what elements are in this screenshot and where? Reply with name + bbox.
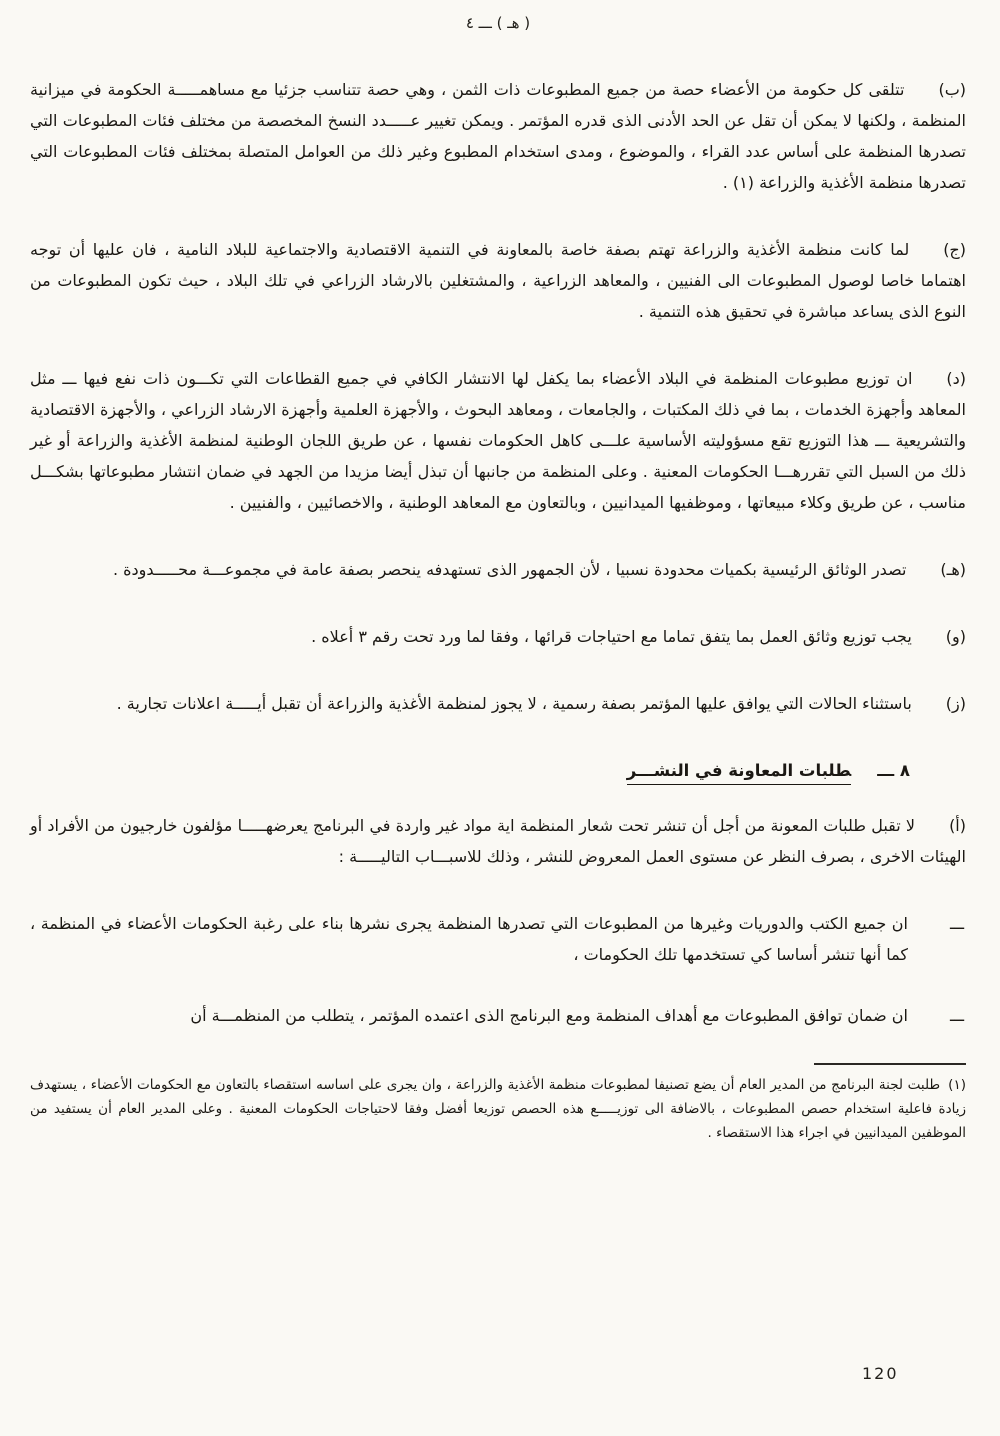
section-title: طلبات المعاونة في النشـــر	[627, 761, 852, 785]
section-heading	[30, 761, 910, 780]
list-item	[30, 1000, 966, 1031]
footnote-separator-rule	[814, 1063, 966, 1065]
paragraph-alif	[30, 810, 966, 872]
paragraph-marker: (و)	[945, 627, 966, 646]
paragraph-h	[30, 554, 966, 585]
paragraph-marker: (د)	[946, 369, 966, 388]
paragraph-text: لما كانت منظمة الأغذية والزراعة تهتم بصفة خاصة بالمعاونة في التنمية الاقتصادية والاجتماعية للبلاد النامية ، فان عليها أن توجه اهتماما خاصا لوصول المطبوعات الى الفنيين ، والمعاهد الزراعية ، والمشتغلين بالارشاد الزراعي في تلك البلاد ، حيث تكون المطبوعات من النوع الذى يساعد مباشرة في تحقيق هذه التنمية .	[30, 240, 966, 321]
list-item-text: ان ضمان توافق المطبوعات مع أهداف المنظمة ومع البرنامج الذى اعتمده المؤتمر ، يتطلب من المنظمـــة أن	[190, 1006, 908, 1025]
page-number: 120	[862, 1364, 899, 1383]
paragraph-marker: (ز)	[945, 694, 966, 713]
paragraph-marker: (هـ)	[940, 560, 966, 579]
paragraph-w	[30, 621, 966, 652]
footnote-body: طلبت لجنة البرنامج من المدير العام أن يضع تصنيفا لمطبوعات منظمة الأغذية والزراعة ، وان يجرى على اساسه استقصاء بالتعاون مع الحكومات الأعضاء ، يستهدف زيادة فاعلية استخدام حصص المطبوعات ، بالاضافة الى توزيـــــع هذه الحصص توزيعا أفضل وفقا لاحتياجات الحكومات المعنية . وعلى المدير العام أن يستفيد من الموظفين الميدانيين في اجراء هذا الاستقصاء .	[30, 1077, 966, 1141]
paragraph-marker: (ب)	[938, 80, 966, 99]
dash-marker: ـــ	[949, 914, 964, 933]
paragraph-text: تتلقى كل حكومة من الأعضاء حصة من جميع المطبوعات ذات الثمن ، وهي حصة تتناسب جزئيا مع مساهمـــــة الحكومة في ميزانية المنظمة ، ولكنها لا يمكن أن تقل عن الحد الأدنى الذى قدره المؤتمر . ويمكن تغيير عـــــدد النسخ المخصصة من مختلف فئات المطبوعات التي تصدرها المنظمة على أساس عدد القراء ، والموضوع ، ومدى استخدام المطبوع وغير ذلك من العوامل المتصلة بمختلف فئات المطبوعات التي تصدرها منظمة الأغذية والزراعة (١) .	[30, 80, 966, 192]
list-item	[30, 908, 966, 970]
paragraph-d	[30, 363, 966, 518]
footnote	[30, 1063, 966, 1145]
paragraph-b	[30, 74, 966, 198]
paragraph-text: ان توزيع مطبوعات المنظمة في البلاد الأعضاء بما يكفل لها الانتشار الكافي في جميع القطاعات التي تكـــون ذات نفع فيها ـــ مثل المعاهد وأجهزة الخدمات ، بما في ذلك المكتبات ، والجامعات ، ومعاهد البحوث ، والأجهزة العلمية وأجهزة الارشاد الزراعي ، والأجهزة الاقتصادية والتشريعية ـــ هذا التوزيع تقع مسؤوليته الأساسية علـــى كاهل الحكومات نفسها ، عن طريق اللجان الوطنية لمنظمة الأغذية والزراعة أو غير ذلك من السبل التي تقررهـــا الحكومات المعنية . وعلى المنظمة من جانبها أن تبذل أيضا مزيدا من الجهد في ضمان انتشار مطبوعاتها بشكـــل مناسب ، عن طريق وكلاء مبيعاتها ، وموظفيها الميدانيين ، وبالتعاون مع المعاهد الوطنية ، والاخصائيين ، والفنيين .	[30, 369, 966, 512]
paragraph-j	[30, 234, 966, 327]
footnote-marker: (١)	[948, 1077, 966, 1093]
paragraph-marker: (أ)	[949, 816, 966, 835]
list-item-text: ان جميع الكتب والدوريات وغيرها من المطبوعات التي تصدرها المنظمة يجرى نشرها بناء على رغبة الحكومات الأعضاء في المنظمة ، كما أنها تنشر أساسا كي تستخدمها تلك الحكومات ،	[30, 914, 908, 964]
section-number: ٨ ـــ	[877, 761, 910, 780]
dash-marker: ـــ	[949, 1006, 964, 1025]
paragraph-text: يجب توزيع وثائق العمل بما يتفق تماما مع احتياجات قرائها ، وفقا لما ورد تحت رقم ٣ أعلاه .	[311, 627, 912, 646]
paragraph-z	[30, 688, 966, 719]
page-header-folio: ( هـ ) ـــ ٤	[465, 14, 531, 32]
paragraph-text: لا تقبل طلبات المعونة من أجل أن تنشر تحت شعار المنظمة اية مواد غير واردة في البرنامج يعرضهـــــا مؤلفون خارجيون من الأفراد أو الهيئات الاخرى ، بصرف النظر عن مستوى العمل المعروض للنشر ، وذلك للاسبـــاب التاليـــــة :	[30, 816, 966, 866]
paragraph-marker: (ج)	[943, 240, 966, 259]
paragraph-text: تصدر الوثائق الرئيسية بكميات محدودة نسبيا ، لأن الجمهور الذى تستهدفه ينحصر بصفة عامة في مجموعـــة محـــــدودة .	[112, 560, 907, 579]
paragraph-text: باستثناء الحالات التي يوافق عليها المؤتمر بصفة رسمية ، لا يجوز لمنظمة الأغذية والزراعة أن تقبل أيـــــة اعلانات تجارية .	[116, 694, 912, 713]
footnote-text	[30, 1073, 966, 1145]
